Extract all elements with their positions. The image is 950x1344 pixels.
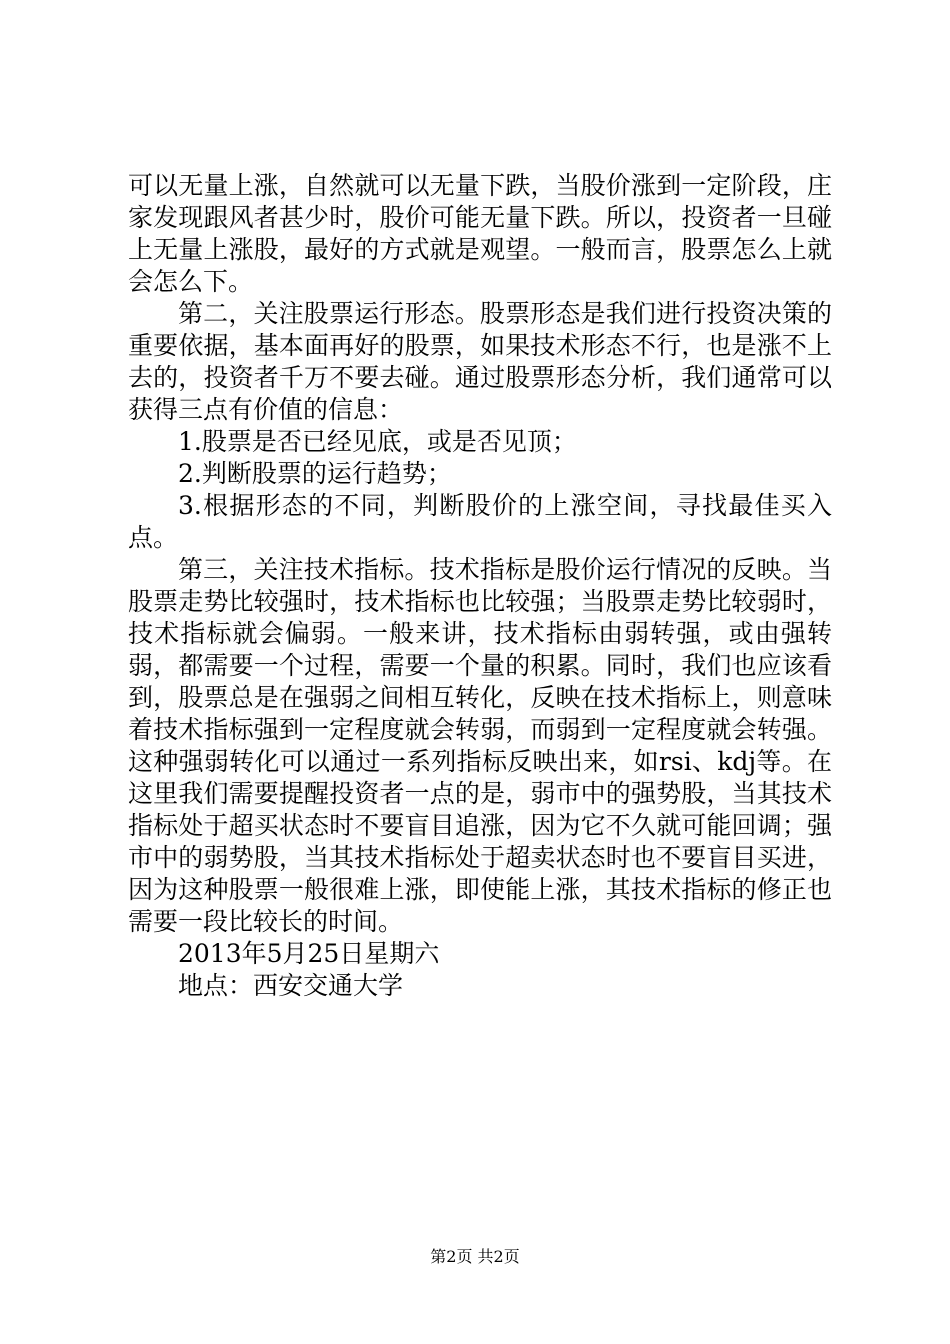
page-footer (0, 1244, 950, 1267)
paragraph-section-three: 第三，关注技术指标。技术指标是股价运行情况的反映。当股票走势比较强时，技术指标也比较强；当股票走势比较弱时，技术指标就会偏弱。一般来讲，技术指标由弱转强，或由强转弱，都需要一个过程，需要一个量的积累。同时，我们也应该看到，股票总是在强弱之间相互转化，反映在技术指标上，则意味着技术指标强到一定程度就会转弱，而弱到一定程度就会转强。这种强弱转化可以通过一系列指标反映出来，如rsi、kdj等。在这里我们需要提醒投资者一点的是，弱市中的强势股，当其技术指标处于超买状态时不要盲目追涨，因为它不久就可能回调；强市中的弱势股，当其技术指标处于超卖状态时也不要盲目买进，因为这种股票一般很难上涨，即使能上涨，其技术指标的修正也需要一段比较长的时间。 (128, 555, 832, 936)
list-item-one: 1.股票是否已经见底，或是否见顶； (178, 427, 577, 456)
list-item-three: 3.根据形态的不同，判断股价的上涨空间，寻找最佳买入点。 (128, 491, 832, 552)
paragraph-continuation: 可以无量上涨，自然就可以无量下跌，当股价涨到一定阶段，庄家发现跟风者甚少时，股价可能无量下跌。所以，投资者一旦碰上无量上涨股，最好的方式就是观望。一般而言，股票怎么上就会怎么下。 (128, 171, 832, 296)
paragraph-section-two: 第二，关注股票运行形态。股票形态是我们进行投资决策的重要依据，基本面再好的股票，如果技术形态不行，也是涨不上去的，投资者千万不要去碰。通过股票形态分析，我们通常可以获得三点有价值的信息： (128, 299, 832, 424)
page-number-label: 第2页 共2页 (430, 1247, 520, 1266)
list-item-two: 2.判断股票的运行趋势； (178, 459, 452, 488)
date-line: 2013年5月25日星期六 (178, 939, 440, 968)
location-line: 地点：西安交通大学 (178, 971, 404, 1000)
document-body (128, 170, 832, 1002)
